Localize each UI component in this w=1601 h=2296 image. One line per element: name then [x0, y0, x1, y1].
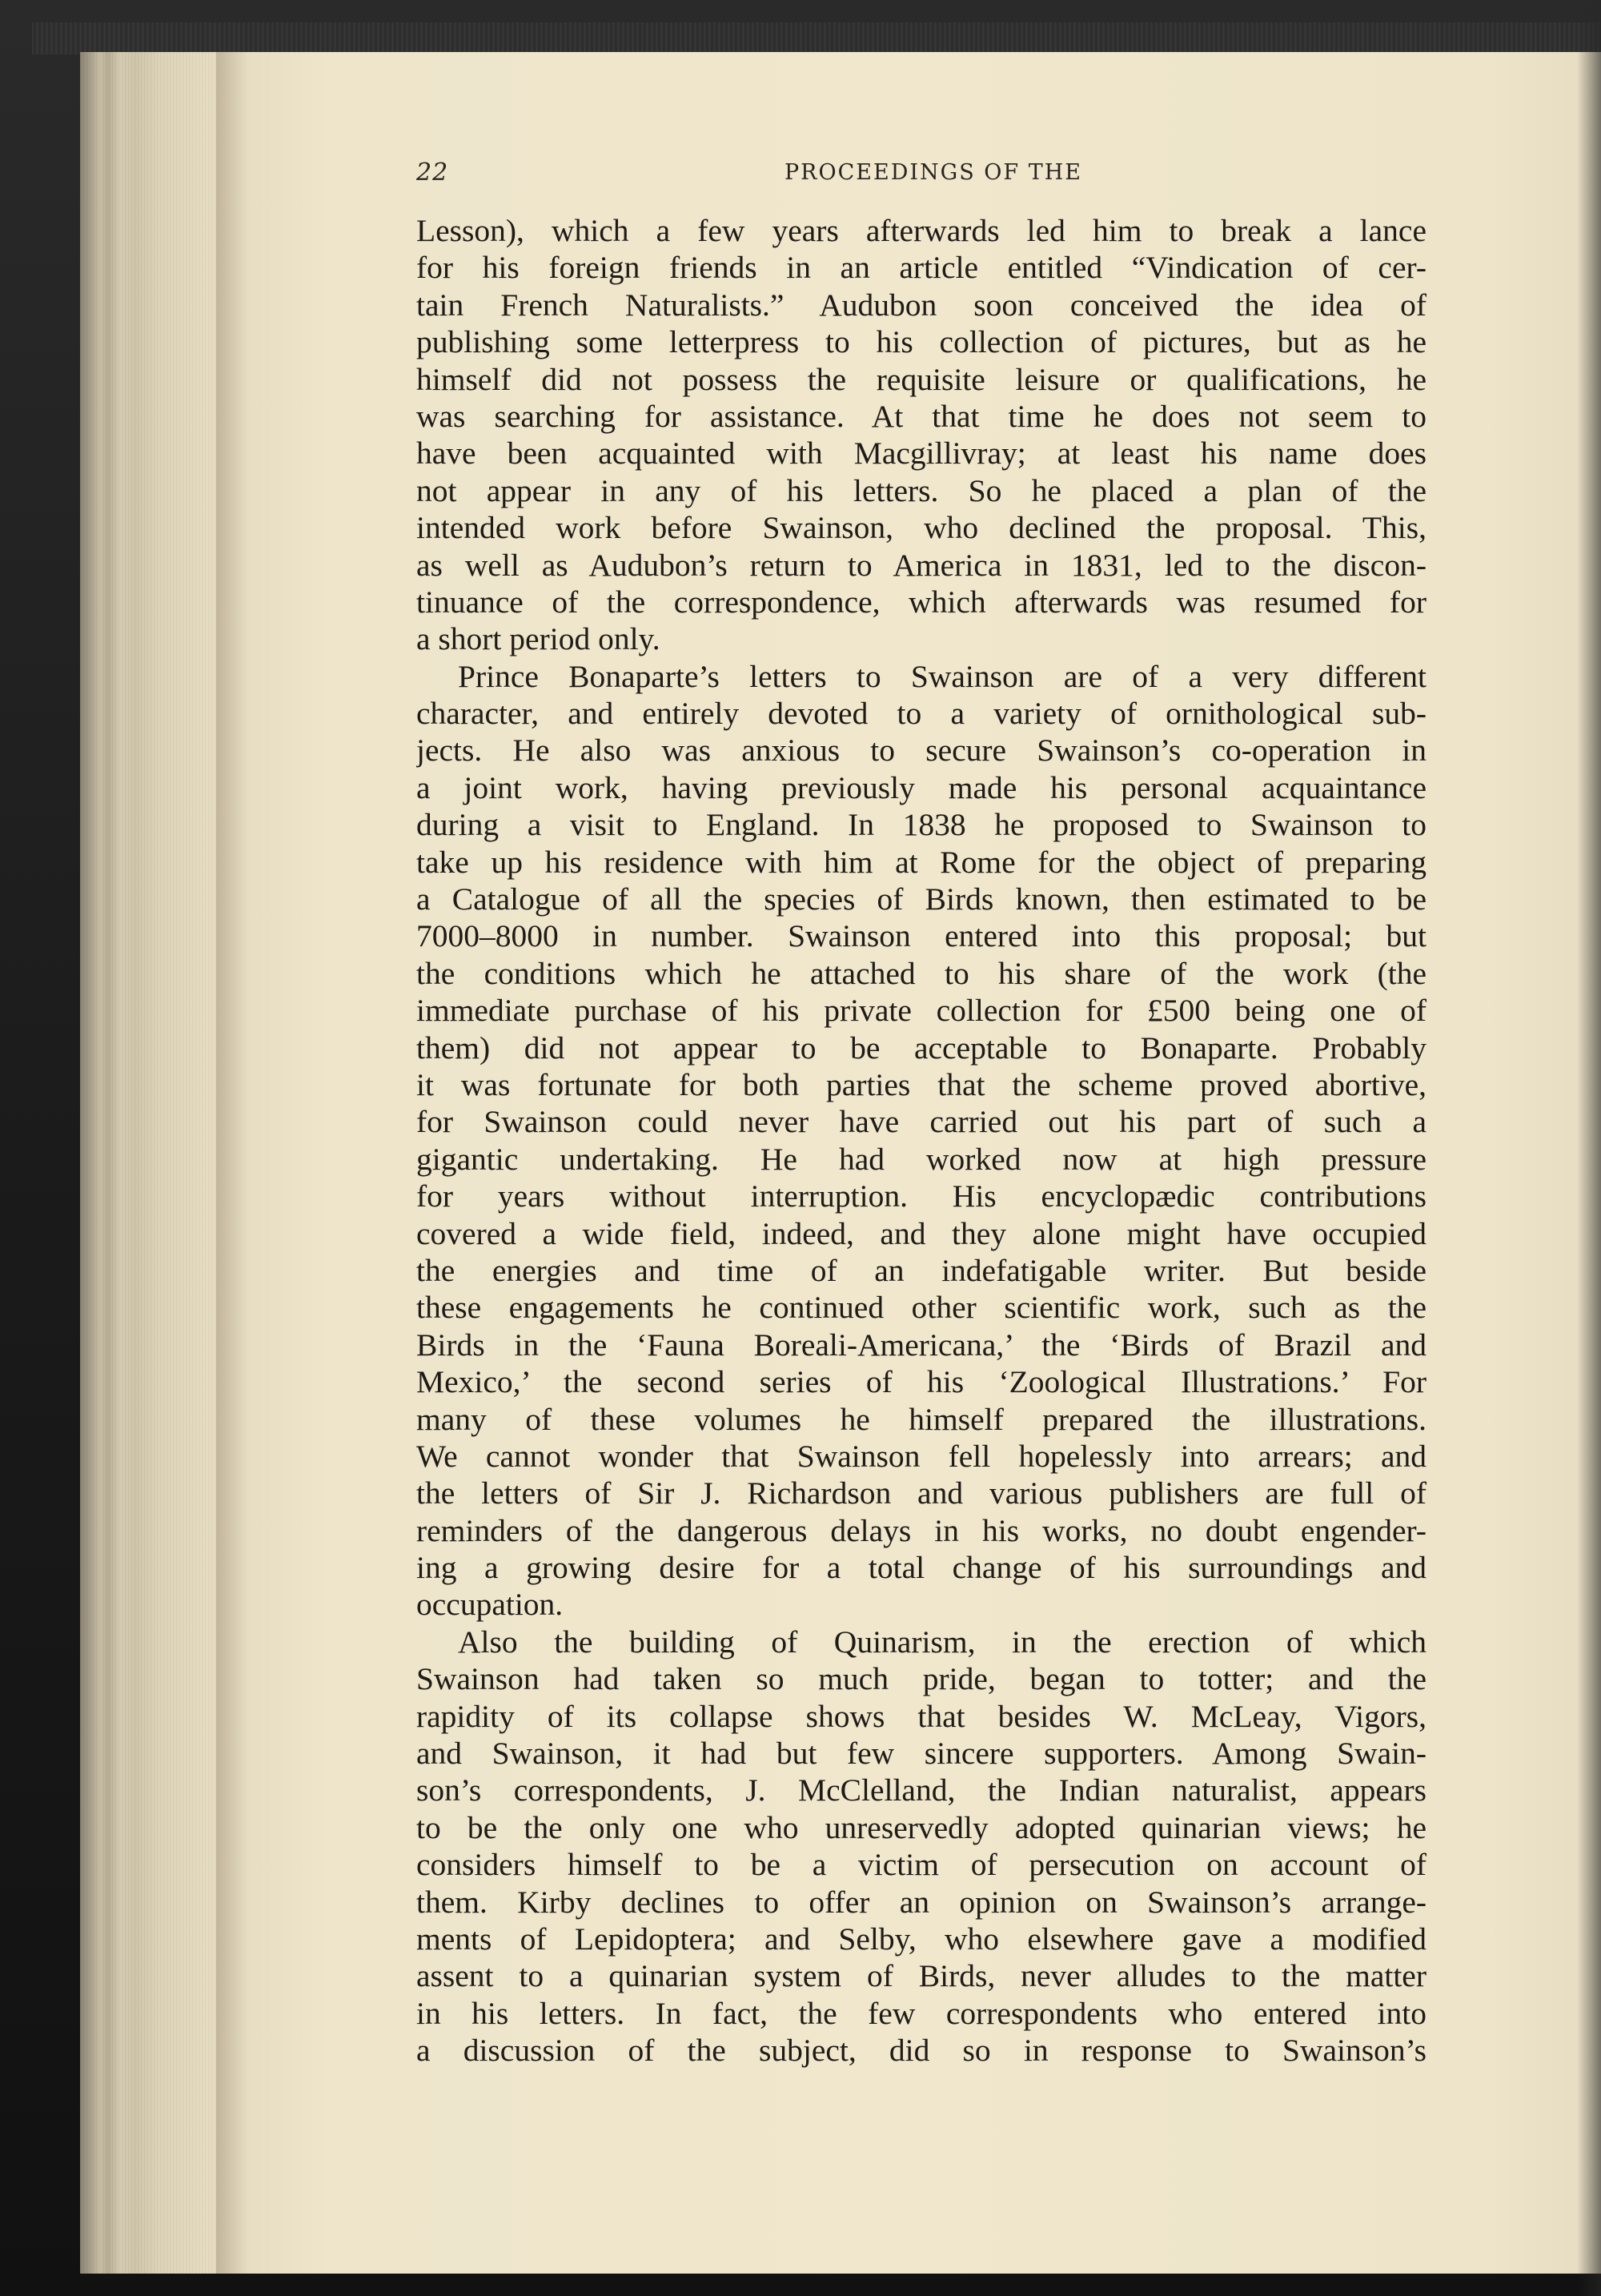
body-text [416, 212, 1426, 2069]
text-line: for his foreign friends in an article entitled “Vindication of cer- [416, 250, 1426, 286]
text-line: the conditions which he attached to his share of the work (the [416, 955, 1426, 991]
text-line: character, and entirely devoted to a variety of ornithological sub- [416, 696, 1426, 732]
text-line: reminders of the dangerous delays in his works, no doubt engender- [416, 1512, 1426, 1548]
book-right-edge [1577, 0, 1601, 2296]
text-line: gigantic undertaking. He had worked now at high pressure [416, 1141, 1426, 1177]
text-line: as well as Audubon’s return to America in 1831, led to the discon- [416, 547, 1426, 583]
text-line: to be the only one who unreservedly adopted quinarian views; he [416, 1809, 1426, 1845]
text-line: tinuance of the correspondence, which afterwards was resumed for [416, 584, 1426, 620]
text-line: in his letters. In fact, the few correspondents who entered into [416, 1995, 1426, 2031]
text-line: for Swainson could never have carried out his part of such a [416, 1104, 1426, 1140]
text-line: himself did not possess the requisite leisure or qualifications, he [416, 361, 1426, 397]
running-head [416, 159, 1457, 191]
text-line: Birds in the ‘Fauna Boreali-Americana,’ the ‘Birds of Brazil and [416, 1327, 1426, 1363]
page-number: 22 [416, 159, 449, 187]
text-line: jects. He also was anxious to secure Swainson’s co-operation in [416, 733, 1426, 769]
text-line: ments of Lepidoptera; and Selby, who elsewhere gave a modified [416, 1921, 1426, 1957]
text-line: not appear in any of his letters. So he placed a plan of the [416, 472, 1426, 508]
text-line: a short period only. [416, 621, 660, 657]
book-cover-edge [32, 22, 1601, 54]
text-line: have been acquainted with Macgillivray; at least his name does [416, 436, 1426, 472]
text-line: the energies and time of an indefatigable writer. But beside [416, 1252, 1426, 1288]
text-line: assent to a quinarian system of Birds, never alludes to the matter [416, 1958, 1426, 1994]
text-line: take up his residence with him at Rome for the object of preparing [416, 844, 1426, 880]
text-line: 7000–8000 in number. Swainson entered into this proposal; but [416, 918, 1426, 954]
text-line: We cannot wonder that Swainson fell hopelessly into arrears; and [416, 1438, 1426, 1474]
text-line: Swainson had taken so much pride, began to totter; and the [416, 1661, 1426, 1697]
text-line: intended work before Swainson, who declined the proposal. This, [416, 510, 1426, 546]
text-line: was searching for assistance. At that time he does not seem to [416, 398, 1426, 434]
text-line: ing a growing desire for a total change of his surroundings and [416, 1550, 1426, 1586]
text-line: Lesson), which a few years afterwards led him to break a lance [416, 213, 1426, 248]
text-line: Also the building of Quinarism, in the erection of which [458, 1624, 1426, 1660]
text-line: immediate purchase of his private collection for £500 being one of [416, 993, 1426, 1029]
text-line: them) did not appear to be acceptable to Bonaparte. Probably [416, 1030, 1426, 1066]
text-line: a joint work, having previously made his personal acquaintance [416, 769, 1426, 805]
page-stack-edges [80, 52, 220, 2274]
text-line: rapidity of its collapse shows that besides W. McLeay, Vigors, [416, 1698, 1426, 1734]
text-line: them. Kirby declines to offer an opinion on Swainson’s arrange- [416, 1884, 1426, 1920]
text-line: Mexico,’ the second series of his ‘Zoological Illustrations.’ For [416, 1364, 1426, 1400]
text-line: tain French Naturalists.” Audubon soon conceived the idea of [416, 287, 1426, 323]
text-line: occupation. [416, 1587, 564, 1623]
text-line: many of these volumes he himself prepared the illustrations. [416, 1401, 1426, 1437]
text-line: it was fortunate for both parties that the scheme proved abortive, [416, 1066, 1426, 1102]
text-line: covered a wide field, indeed, and they alone might have occupied [416, 1215, 1426, 1251]
text-line: a Catalogue of all the species of Birds known, then estimated to be [416, 881, 1426, 917]
text-line: publishing some letterpress to his collection of pictures, but as he [416, 324, 1426, 360]
text-line: son’s correspondents, J. McClelland, the Indian naturalist, appears [416, 1772, 1426, 1808]
text-line: these engagements he continued other scientific work, such as the [416, 1290, 1426, 1326]
text-line: a discussion of the subject, did so in response to Swainson’s [416, 2033, 1426, 2069]
text-line: the letters of Sir J. Richardson and various publishers are full of [416, 1475, 1426, 1511]
text-line: for years without interruption. His encyclopædic contributions [416, 1178, 1426, 1214]
text-line: considers himself to be a victim of persecution on account of [416, 1847, 1426, 1883]
running-title: PROCEEDINGS OF THE [784, 160, 1083, 185]
text-line: during a visit to England. In 1838 he proposed to Swainson to [416, 807, 1426, 843]
text-line: Prince Bonaparte’s letters to Swainson are of a very different [458, 658, 1426, 694]
text-line: and Swainson, it had but few sincere supporters. Among Swain- [416, 1736, 1426, 1772]
